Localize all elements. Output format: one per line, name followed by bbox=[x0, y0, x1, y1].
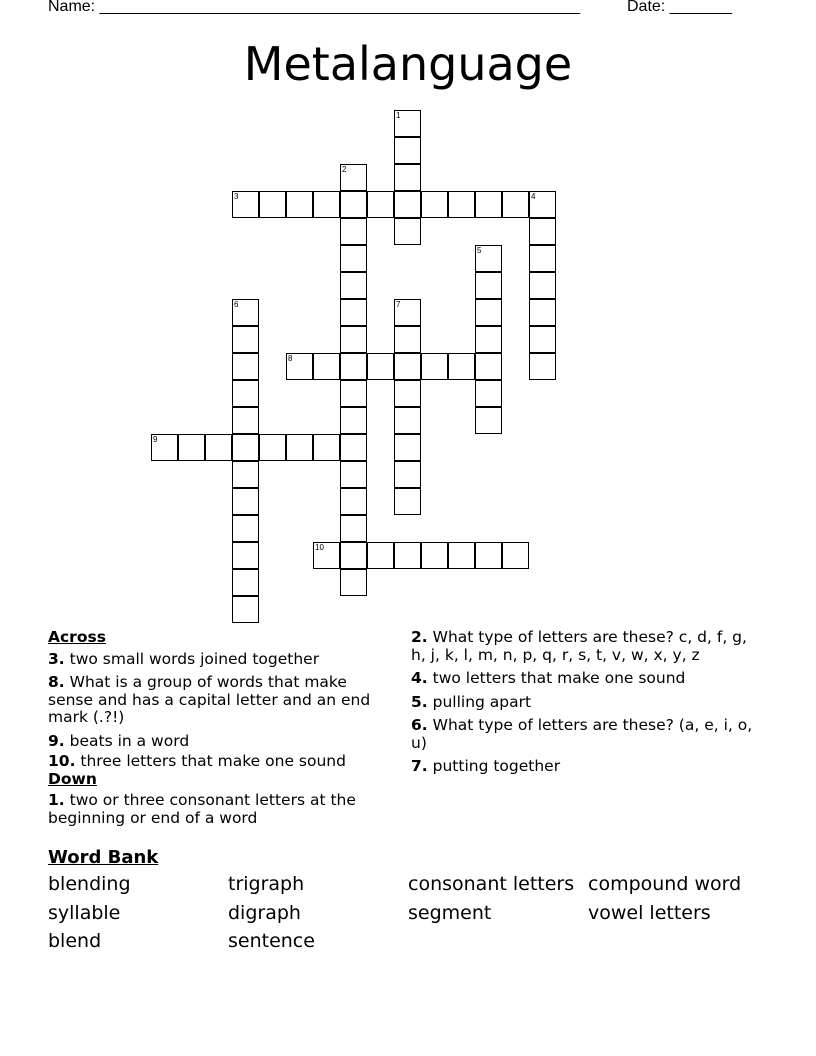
crossword-cell[interactable] bbox=[394, 461, 421, 488]
crossword-cell[interactable] bbox=[151, 434, 178, 461]
clue-down bbox=[411, 629, 761, 664]
crossword-cell[interactable] bbox=[367, 191, 394, 218]
clue-across bbox=[48, 674, 393, 727]
clue-text: putting together bbox=[432, 757, 561, 775]
clue-number: 5. bbox=[411, 692, 428, 711]
cell-number: 4 bbox=[531, 192, 536, 201]
crossword-cell[interactable] bbox=[340, 353, 367, 380]
clue-number: 6. bbox=[411, 716, 428, 734]
clue-down bbox=[48, 792, 393, 827]
word-bank-title: Word Bank bbox=[48, 847, 159, 868]
crossword-cell[interactable] bbox=[448, 353, 475, 380]
crossword-cell[interactable] bbox=[340, 191, 367, 218]
crossword-cell[interactable] bbox=[475, 353, 502, 380]
clue-text: What type of letters are these? (a, e, i, o, u) bbox=[411, 716, 753, 752]
crossword-cell[interactable] bbox=[286, 434, 313, 461]
crossword-cell[interactable] bbox=[529, 218, 556, 245]
crossword-cell[interactable] bbox=[232, 569, 259, 596]
clue-number: 7. bbox=[411, 757, 428, 775]
clue-number: 2. bbox=[411, 628, 428, 646]
clue-down bbox=[411, 717, 761, 752]
crossword-cell[interactable] bbox=[232, 515, 259, 542]
clues-left-column bbox=[48, 629, 393, 833]
clue-number: 3. bbox=[48, 649, 65, 668]
crossword-cell[interactable] bbox=[232, 434, 259, 461]
crossword-cell[interactable] bbox=[502, 191, 529, 218]
crossword-cell[interactable] bbox=[394, 299, 421, 326]
crossword-cell[interactable] bbox=[475, 191, 502, 218]
crossword-cell[interactable] bbox=[232, 596, 259, 623]
crossword-cell[interactable] bbox=[232, 488, 259, 515]
crossword-cell[interactable] bbox=[286, 191, 313, 218]
cell-number: 10 bbox=[315, 543, 324, 552]
crossword-cell[interactable] bbox=[313, 353, 340, 380]
word-bank-item: consonant letters bbox=[408, 873, 575, 895]
crossword-cell[interactable] bbox=[394, 380, 421, 407]
crossword-cell[interactable] bbox=[421, 191, 448, 218]
clue-down bbox=[411, 758, 761, 776]
page-title: Metalanguage bbox=[243, 37, 573, 91]
down-heading: Down bbox=[48, 769, 97, 788]
clues-right-column bbox=[411, 629, 761, 782]
crossword-cell[interactable] bbox=[340, 272, 367, 299]
worksheet-header bbox=[48, 0, 748, 18]
word-bank-item: blending bbox=[48, 873, 131, 895]
across-heading: Across bbox=[48, 628, 106, 646]
crossword-cell[interactable] bbox=[367, 353, 394, 380]
cell-number: 5 bbox=[477, 246, 482, 255]
crossword-cell[interactable] bbox=[340, 515, 367, 542]
crossword-cell[interactable] bbox=[394, 353, 421, 380]
crossword-cell[interactable] bbox=[205, 434, 232, 461]
crossword-cell[interactable] bbox=[232, 326, 259, 353]
word-bank-item: syllable bbox=[48, 902, 121, 924]
crossword-cell[interactable] bbox=[286, 353, 313, 380]
crossword-cell[interactable] bbox=[313, 191, 340, 218]
crossword-cell[interactable] bbox=[475, 272, 502, 299]
crossword-cell[interactable] bbox=[529, 245, 556, 272]
crossword-cell[interactable] bbox=[340, 218, 367, 245]
crossword-cell[interactable] bbox=[394, 137, 421, 164]
clue-number: 8. bbox=[48, 673, 65, 691]
crossword-cell[interactable] bbox=[394, 326, 421, 353]
crossword-cell[interactable] bbox=[367, 542, 394, 569]
clue-text: three letters that make one sound bbox=[80, 752, 346, 770]
crossword-cell[interactable] bbox=[259, 434, 286, 461]
crossword-cell[interactable] bbox=[340, 488, 367, 515]
cell-number: 2 bbox=[342, 165, 347, 174]
word-bank-item: compound word bbox=[588, 873, 742, 895]
word-bank-item: digraph bbox=[228, 902, 301, 924]
clue-text: two small words joined together bbox=[69, 649, 320, 668]
clue-number: 10. bbox=[48, 752, 76, 770]
crossword-cell[interactable] bbox=[394, 191, 421, 218]
clue-number: 9. bbox=[48, 731, 65, 750]
cell-number: 1 bbox=[396, 111, 401, 120]
cell-number: 6 bbox=[234, 300, 239, 309]
crossword-cell[interactable] bbox=[394, 488, 421, 515]
cell-number: 9 bbox=[153, 435, 158, 444]
crossword-cell[interactable] bbox=[394, 164, 421, 191]
crossword-cell[interactable] bbox=[475, 542, 502, 569]
cell-number: 8 bbox=[288, 354, 293, 363]
clue-number: 4. bbox=[411, 669, 428, 687]
clue-down bbox=[411, 670, 761, 688]
cell-number: 7 bbox=[396, 300, 401, 309]
crossword-cell[interactable] bbox=[394, 110, 421, 137]
crossword-cell[interactable] bbox=[475, 245, 502, 272]
crossword-cell[interactable] bbox=[232, 542, 259, 569]
crossword-cell[interactable] bbox=[340, 569, 367, 596]
crossword-cell[interactable] bbox=[340, 245, 367, 272]
crossword-cell[interactable] bbox=[529, 326, 556, 353]
crossword-cell[interactable] bbox=[475, 380, 502, 407]
clue-text: What type of letters are these? c, d, f, g, h, j, k, l, m, n, p, q, r, s, t, v, w, x, y, z bbox=[411, 628, 747, 664]
crossword-cell[interactable] bbox=[313, 434, 340, 461]
clue-text: two letters that make one sound bbox=[432, 669, 686, 687]
crossword-cell[interactable] bbox=[475, 299, 502, 326]
word-bank-item: vowel letters bbox=[588, 902, 711, 924]
crossword-cell[interactable] bbox=[340, 164, 367, 191]
crossword-cell[interactable] bbox=[475, 326, 502, 353]
crossword-cell[interactable] bbox=[340, 380, 367, 407]
crossword-cell[interactable] bbox=[529, 353, 556, 380]
clue-across bbox=[48, 651, 393, 669]
clue-across bbox=[48, 753, 393, 771]
crossword-cell[interactable] bbox=[232, 353, 259, 380]
crossword-cell[interactable] bbox=[448, 191, 475, 218]
clue-number: 1. bbox=[48, 791, 65, 809]
crossword-cell[interactable] bbox=[502, 542, 529, 569]
crossword-cell[interactable] bbox=[232, 299, 259, 326]
crossword-cell[interactable] bbox=[340, 434, 367, 461]
clue-text: two or three consonant letters at the beginning or end of a word bbox=[48, 791, 356, 827]
crossword-cell[interactable] bbox=[421, 542, 448, 569]
crossword-cell[interactable] bbox=[394, 407, 421, 434]
crossword-cell[interactable] bbox=[529, 191, 556, 218]
clue-text: What is a group of words that make sense and has a capital letter and an end mark (.?!) bbox=[48, 673, 371, 726]
crossword-cell[interactable] bbox=[421, 353, 448, 380]
crossword-cell[interactable] bbox=[340, 326, 367, 353]
crossword-cell[interactable] bbox=[448, 542, 475, 569]
word-bank-item: sentence bbox=[228, 930, 315, 952]
date-field[interactable]: Date: _______ bbox=[627, 0, 732, 15]
crossword-cell[interactable] bbox=[178, 434, 205, 461]
word-bank-item: trigraph bbox=[228, 873, 305, 895]
crossword-cell[interactable] bbox=[340, 299, 367, 326]
word-bank-item: blend bbox=[48, 930, 102, 952]
crossword-cell[interactable] bbox=[529, 272, 556, 299]
cell-number: 3 bbox=[234, 192, 239, 201]
crossword-cell[interactable] bbox=[232, 461, 259, 488]
crossword-cell[interactable] bbox=[394, 218, 421, 245]
crossword-cell[interactable] bbox=[313, 542, 340, 569]
crossword-cell[interactable] bbox=[394, 542, 421, 569]
clue-text: beats in a word bbox=[69, 731, 190, 750]
crossword-cell[interactable] bbox=[232, 380, 259, 407]
crossword-cell[interactable] bbox=[340, 461, 367, 488]
crossword-cell[interactable] bbox=[475, 407, 502, 434]
clue-down bbox=[411, 694, 761, 712]
crossword-cell[interactable] bbox=[232, 407, 259, 434]
name-field[interactable]: Name: ______________________________________________________ bbox=[48, 0, 581, 15]
crossword-cell[interactable] bbox=[232, 191, 259, 218]
crossword-cell[interactable] bbox=[394, 434, 421, 461]
crossword-cell[interactable] bbox=[340, 407, 367, 434]
word-bank-item: segment bbox=[408, 902, 492, 924]
crossword-cell[interactable] bbox=[340, 542, 367, 569]
crossword-cell[interactable] bbox=[529, 299, 556, 326]
clue-across bbox=[48, 733, 393, 751]
crossword-cell[interactable] bbox=[259, 191, 286, 218]
clue-text: pulling apart bbox=[432, 692, 532, 711]
